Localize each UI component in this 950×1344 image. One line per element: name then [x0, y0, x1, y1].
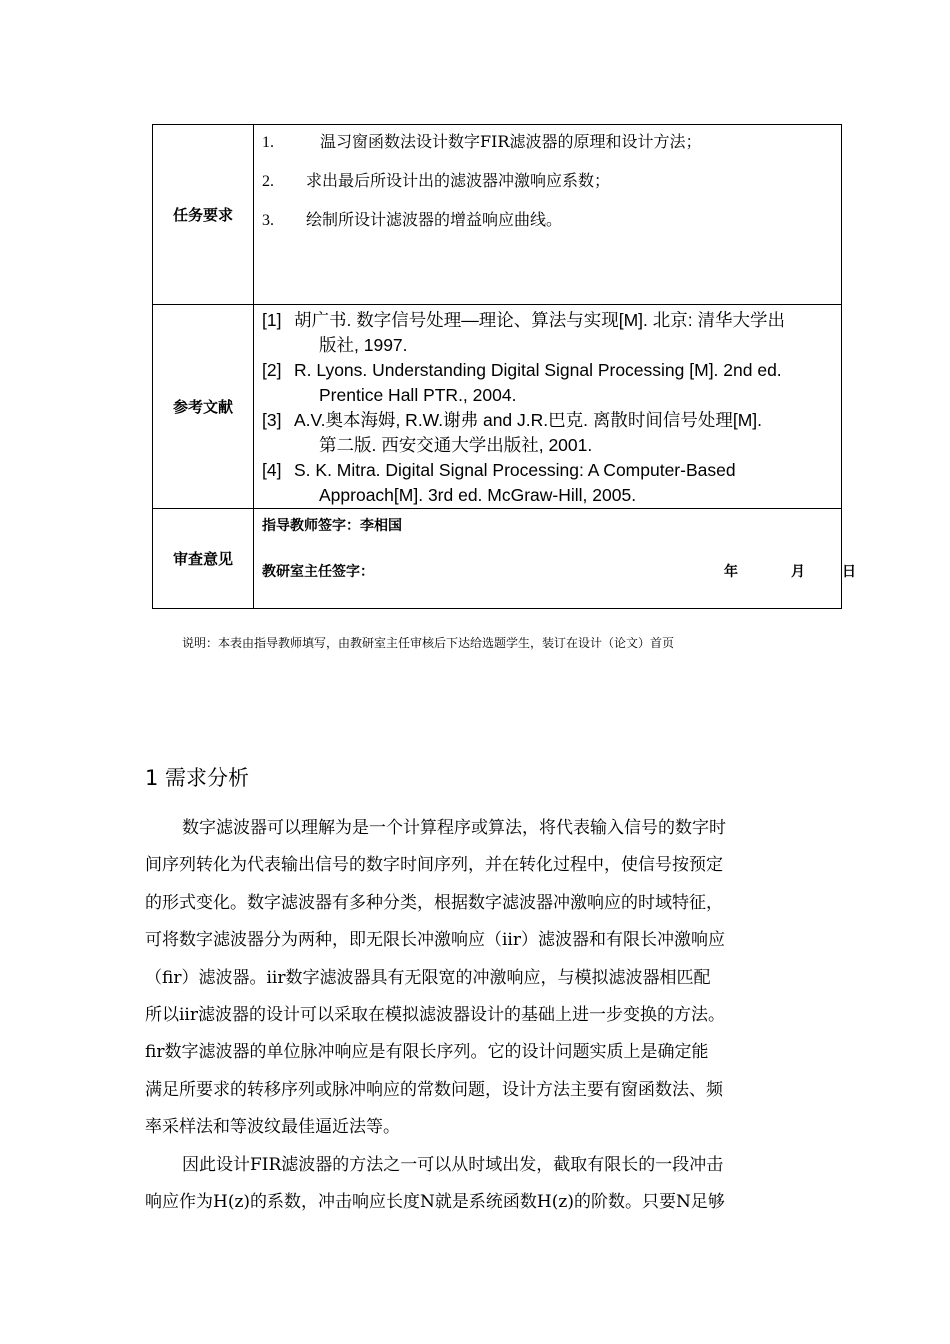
task-form-table: [152, 124, 856, 609]
paragraph-line: 率采样法和等波纹最佳逼近法等。: [145, 1117, 400, 1138]
reference-text-cont: Approach[M]. 3rd ed. McGraw-Hill, 2005.: [319, 485, 637, 505]
date-month-label: 月: [791, 564, 805, 580]
task-number: 2.: [262, 173, 274, 190]
reference-text-cont: 版社, 1997.: [319, 335, 408, 355]
section-body: [145, 810, 825, 1221]
task-item: [262, 129, 841, 168]
task-number: 3.: [262, 212, 274, 229]
task-cell: [254, 125, 842, 305]
reference-text: A.V.奥本海姆, R.W.谢弗 and J.R.巴克. 离散时间信号处理[M].: [294, 410, 763, 430]
paragraph-line: 数字滤波器可以理解为是一个计算程序或算法，将代表输入信号的数字时: [182, 818, 726, 838]
section-heading: 1 需求分析: [145, 766, 250, 790]
review-cell: [254, 509, 856, 609]
task-item: [262, 207, 841, 246]
task-text: 温习窗函数法设计数字FIR滤波器的原理和设计方法；: [320, 132, 702, 151]
paragraph: [145, 1147, 825, 1222]
review-label: 审查意见: [153, 509, 254, 609]
task-row: [153, 125, 842, 305]
date-day-label: 日: [842, 564, 856, 580]
reference-row: [153, 305, 842, 509]
paragraph-line: 可将数字滤波器分为两种，即无限长冲激响应（iir）滤波器和有限长冲激响应: [145, 930, 725, 951]
reference-text: S. K. Mitra. Digital Signal Processing: A Computer-Based: [294, 460, 736, 480]
reference-text: R. Lyons. Understanding Digital Signal Processing [M]. 2nd ed.: [294, 360, 782, 380]
reference-text-cont: Prentice Hall PTR., 2004.: [319, 385, 517, 405]
paragraph: [145, 810, 825, 1147]
task-list: [254, 125, 841, 246]
task-text: 求出最后所设计出的滤波器冲激响应系数；: [306, 171, 611, 190]
reference-cell: [254, 305, 842, 509]
review-content: [254, 509, 856, 608]
paragraph-line: 因此设计FIR滤波器的方法之一可以从时域出发，截取有限长的一段冲击: [182, 1154, 724, 1175]
reference-list: [254, 305, 841, 508]
review-row: [153, 509, 842, 609]
paragraph-line: 所以iir滤波器的设计可以采取在模拟滤波器设计的基础上进一步变换的方法。: [145, 1005, 725, 1026]
task-number: 1.: [262, 134, 274, 151]
reference-item: [262, 458, 841, 508]
paragraph-line: 的形式变化。数字滤波器有多种分类，根据数字滤波器冲激响应的时域特征，: [145, 892, 723, 913]
reference-item: [262, 408, 841, 458]
form-note: 说明：本表由指导教师填写，由教研室主任审核后下达给选题学生，装订在设计（论文）首页: [182, 636, 675, 650]
reference-number: [1]: [262, 310, 282, 330]
reference-label: 参考文献: [153, 305, 254, 509]
task-text: 绘制所设计滤波器的增益响应曲线。: [306, 210, 563, 229]
date-year-label: 年: [724, 564, 738, 580]
reference-number: [4]: [262, 460, 282, 480]
reference-text-cont: 第二版. 西安交通大学出版社, 2001.: [319, 435, 593, 455]
paragraph-line: 响应作为H(z)的系数，冲击响应长度N就是系统函数H(z)的阶数。只要N足够: [145, 1192, 725, 1213]
director-signature: 教研室主任签字：: [262, 564, 374, 580]
reference-number: [3]: [262, 410, 282, 430]
paragraph-line: （fir）滤波器。iir数字滤波器具有无限宽的冲激响应，与模拟滤波器相匹配: [145, 967, 711, 988]
advisor-signature: 指导教师签字：李相国: [262, 518, 402, 534]
task-item: [262, 168, 841, 207]
task-label: 任务要求: [153, 125, 254, 305]
paragraph-line: 间序列转化为代表输出信号的数字时间序列，并在转化过程中，使信号按预定: [145, 855, 723, 876]
reference-item: [262, 358, 841, 408]
paragraph-line: 满足所要求的转移序列或脉冲响应的常数问题，设计方法主要有窗函数法、频: [145, 1079, 723, 1100]
reference-item: [262, 308, 841, 358]
reference-number: [2]: [262, 360, 282, 380]
reference-text: 胡广书. 数字信号处理—理论、算法与实现[M]. 北京: 清华大学出: [294, 310, 785, 330]
paragraph-line: fir数字滤波器的单位脉冲响应是有限长序列。它的设计问题实质上是确定能: [145, 1042, 709, 1063]
